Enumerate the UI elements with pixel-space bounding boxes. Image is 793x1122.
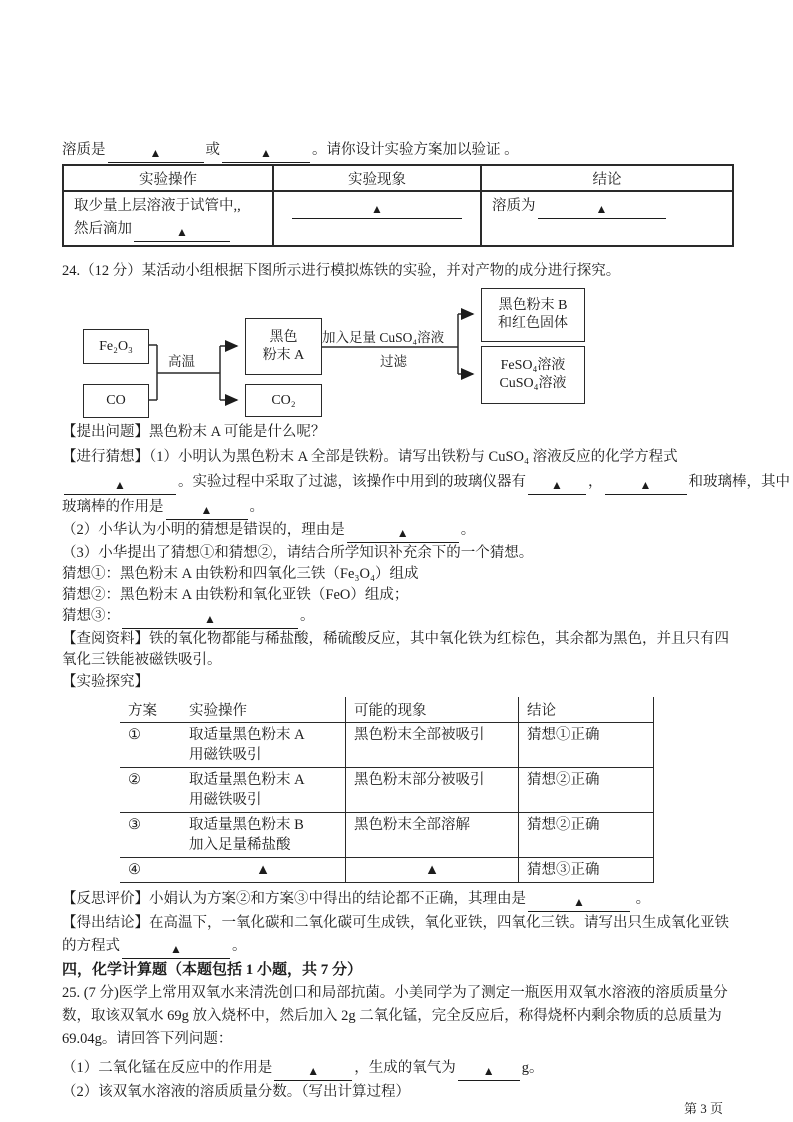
box-solutions: FeSO₄溶液 CuSO₄溶液: [481, 346, 585, 404]
explore-header-conclusion: 结论: [519, 697, 654, 723]
q23-table-header-row: [63, 165, 733, 191]
answer-blank: ▲: [134, 225, 230, 242]
explore-table-row: [120, 813, 654, 858]
explore-cell-phenomenon: 黑色粉末全部被吸引: [346, 723, 519, 768]
answer-blank: ▲: [292, 202, 462, 219]
q24-problem: 【提出问题】黑色粉末 A 可能是什么呢？: [62, 424, 326, 440]
label-filter: 过滤: [380, 354, 407, 369]
explore-header-phenomenon: 可能的现象: [346, 697, 519, 723]
explore-cell-plan: ④: [120, 858, 181, 883]
q24-title: 24.（12 分）某活动小组根据下图所示进行模拟炼铁的实验，并对产物的成分进行探究。: [62, 263, 621, 279]
box-fe2o3: [83, 329, 149, 364]
q24-guess-blank-line: ▲ 。实验过程中采取了过滤，该操作中用到的玻璃仪器有 ▲ ， ▲ 和玻璃棒，其中: [62, 470, 734, 495]
explore-cell-operation: 取适量黑色粉末 B 加入足量稀盐酸: [181, 813, 346, 858]
explore-table-row: [120, 858, 654, 883]
q24-reflect-line: 【反思评价】小娟认为方案②和方案③中得出的结论都不正确，其理由是 ▲ 。: [62, 888, 734, 912]
flow-diagram: [62, 288, 734, 420]
q24-guess2: 猜想②：黑色粉末 A 由铁粉和氧化亚铁（FeO）组成；: [62, 587, 409, 603]
answer-blank: ▲: [347, 526, 459, 543]
explore-cell-operation: 取适量黑色粉末 A 用磁铁吸引: [181, 723, 346, 768]
explore-table-body: [120, 723, 654, 883]
explore-table-header-row: [120, 697, 654, 723]
q25-line1: 25. (7 分)医学上常用双氧水来清洗创口和局部抗菌。小美同学为了测定一瓶医用双氧水溶液的溶质质量分: [62, 985, 728, 1001]
answer-blank: ▲: [274, 1064, 352, 1081]
label-high-temp: 高温: [168, 354, 195, 369]
exam-page-content: [62, 138, 790, 1104]
explore-cell-plan: ①: [120, 723, 181, 768]
page-number: 第 3 页: [684, 1101, 724, 1116]
q24-guess-intro: 【进行猜想】（1）小明认为黑色粉末 A 全部是铁粉。请写出铁粉与 CuSO₄ 溶液反应的化学方程式: [62, 449, 678, 465]
box-co-label: CO: [106, 393, 126, 408]
answer-blank: ▲: [605, 478, 687, 495]
box-co2: [245, 384, 322, 417]
q25-line2: 数，取该双氧水 69g 放入烧杯中，然后加入 2g 二氧化锰，完全反应后，称得烧杯内剩余物质的总质量为: [62, 1008, 722, 1024]
explore-cell-operation: ▲: [181, 858, 346, 883]
q25-sub1-line: （1）二氧化锰在反应中的作用是 ▲ ，生成的氧气为 ▲ g。: [62, 1057, 734, 1081]
explore-cell-conclusion: 猜想①正确: [519, 723, 654, 768]
answer-blank: ▲: [458, 1064, 520, 1081]
q24-guess3: 猜想③： ▲ 。: [62, 606, 734, 629]
explore-cell-phenomenon: ▲: [346, 858, 519, 883]
answer-blank: ▲: [538, 202, 666, 219]
explore-table-row: [120, 768, 654, 813]
explore-cell-phenomenon: 黑色粉末全部溶解: [346, 813, 519, 858]
q23-table-data-row: [63, 191, 733, 246]
q24-conclusion-line2: 的方程式 ▲ 。: [62, 935, 734, 959]
answer-blank: ▲: [122, 942, 230, 959]
explore-cell-operation: 取适量黑色粉末 A 用磁铁吸引: [181, 768, 346, 813]
q23-solute-line: 溶质是 ▲ 或 ▲ 。请你设计实验方案加以验证 。: [62, 138, 734, 163]
answer-blank: ▲: [528, 478, 586, 495]
explore-cell-plan: ③: [120, 813, 181, 858]
q23-header-operation: 实验操作: [63, 165, 273, 191]
q24-explore-title: 【实验探究】: [62, 674, 149, 690]
explore-header-plan: 方案: [120, 697, 181, 723]
answer-blank: ▲: [222, 146, 310, 163]
q25-line3: 69.04g。请回答下列问题：: [62, 1031, 233, 1047]
q23-cell-conclusion: 溶质为 ▲: [481, 191, 733, 246]
answer-blank: ▲: [166, 503, 248, 520]
box-powder-a: 黑色 粉末 A: [245, 318, 322, 375]
q23-header-phenomenon: 实验现象: [273, 165, 481, 191]
q24-reference-line1: 【查阅资料】铁的氧化物都能与稀盐酸，稀硫酸反应，其中氧化铁为红棕色，其余都为黑色，并且只有四: [62, 631, 729, 647]
q25-sub2-line: （2）该双氧水溶液的溶质质量分数。（写出计算过程）: [62, 1084, 410, 1100]
explore-table: [120, 697, 654, 883]
q24-sub2-line: （2）小华认为小明的猜想是错误的，理由是 ▲ 。: [62, 520, 734, 543]
answer-blank: ▲: [108, 146, 204, 163]
explore-header-operation: 实验操作: [181, 697, 346, 723]
answer-blank: ▲: [528, 895, 630, 912]
label-add-cuso4: 加入足量 CuSO₄溶液: [322, 330, 445, 345]
box-co2-label: CO₂: [271, 392, 296, 408]
explore-cell-conclusion: 猜想②正确: [519, 813, 654, 858]
q24-reference-line2: 氧化三铁能被磁铁吸引。: [62, 652, 222, 668]
q23-cell-phenomenon: [273, 191, 481, 246]
q24-conclusion-line1: 【得出结论】在高温下，一氧化碳和二氧化碳可生成铁，氧化亚铁，四氧化三铁。请写出只生成氧化亚铁: [62, 915, 729, 931]
explore-cell-plan: ②: [120, 768, 181, 813]
explore-cell-conclusion: 猜想③正确: [519, 858, 654, 883]
q24-glass-rod-line: 玻璃棒的作用是 ▲ 。: [62, 495, 734, 520]
section4-heading: 四，化学计算题（本题包括 1 小题，共 7 分）: [62, 962, 363, 978]
q23-verify-table: [62, 164, 734, 247]
explore-table-row: [120, 723, 654, 768]
box-co: [83, 384, 149, 418]
explore-cell-conclusion: 猜想②正确: [519, 768, 654, 813]
q24-guess1: 猜想①：黑色粉末 A 由铁粉和四氧化三铁（Fe₃O₄）组成: [62, 566, 419, 582]
explore-cell-phenomenon: 黑色粉末部分被吸引: [346, 768, 519, 813]
answer-blank: ▲: [64, 478, 176, 495]
box-fe2o3-label: Fe₂O₃: [99, 338, 133, 354]
q23-cell-operation: 取少量上层溶液于试管中,, 然后滴加 ▲: [63, 191, 273, 246]
q24-sub3-line: （3）小华提出了猜想①和猜想②，请结合所学知识补充余下的一个猜想。: [62, 545, 534, 561]
answer-blank: ▲: [122, 612, 298, 629]
q23-header-conclusion: 结论: [481, 165, 733, 191]
box-powder-b: 黑色粉末 B 和红色固体: [481, 288, 585, 342]
